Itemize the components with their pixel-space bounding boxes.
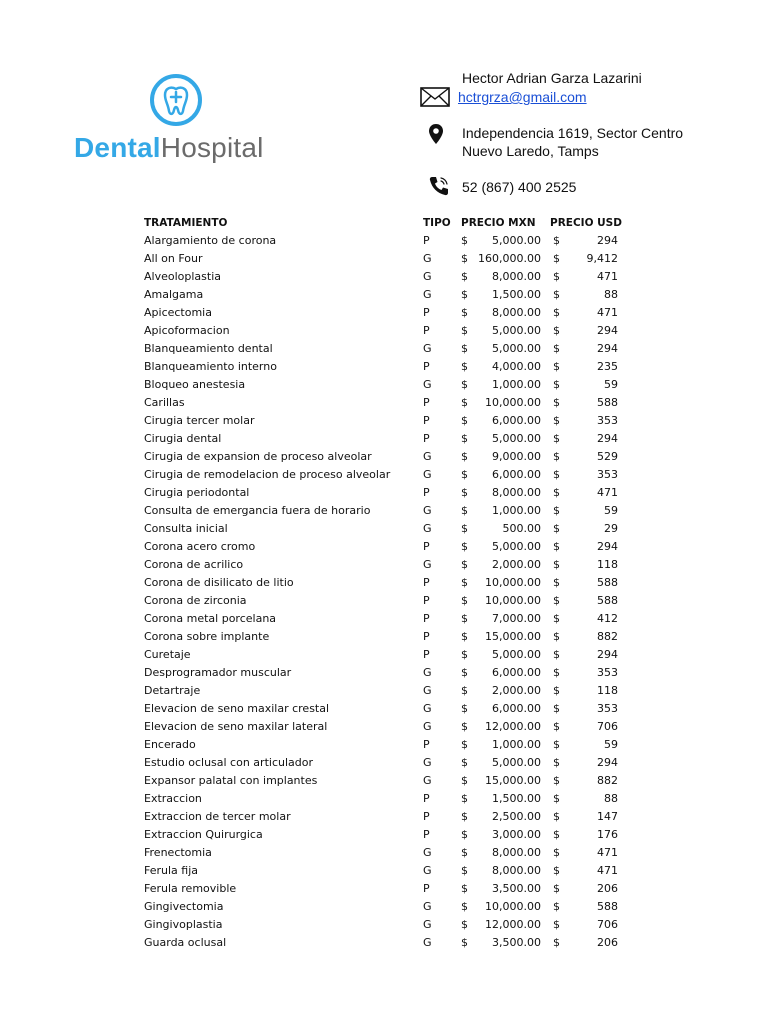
currency-symbol-usd: $ [553, 270, 560, 283]
table-row [0, 934, 768, 952]
treatment-type: P [423, 738, 430, 751]
table-row [0, 502, 768, 520]
currency-symbol-usd: $ [553, 738, 560, 751]
currency-symbol-mxn: $ [461, 342, 468, 355]
currency-symbol-mxn: $ [461, 360, 468, 373]
price-mxn: 15,000.00 [485, 774, 541, 787]
price-mxn: 15,000.00 [485, 630, 541, 643]
treatment-type: G [423, 846, 432, 859]
table-row [0, 574, 768, 592]
currency-symbol-mxn: $ [461, 648, 468, 661]
treatment-type: P [423, 396, 430, 409]
treatment-type: P [423, 828, 430, 841]
treatment-type: G [423, 864, 432, 877]
currency-symbol-usd: $ [553, 594, 560, 607]
price-usd: 9,412 [586, 252, 618, 265]
table-row [0, 520, 768, 538]
treatment-name: Elevacion de seno maxilar crestal [144, 702, 330, 715]
address-line1: Independencia 1619, Sector Centro [462, 125, 684, 141]
price-mxn: 160,000.00 [478, 252, 541, 265]
table-row [0, 664, 768, 682]
price-mxn: 6,000.00 [492, 702, 541, 715]
table-row [0, 790, 768, 808]
price-table [0, 214, 768, 952]
price-mxn: 9,000.00 [492, 450, 541, 463]
price-mxn: 2,000.00 [492, 684, 541, 697]
header-mxn: PRECIO MXN [461, 217, 536, 229]
price-usd: 59 [604, 738, 618, 751]
price-usd: 118 [597, 684, 618, 697]
treatment-name: Alveoloplastia [144, 270, 221, 283]
currency-symbol-usd: $ [553, 612, 560, 625]
table-row [0, 610, 768, 628]
treatment-name: Extraccion de tercer molar [144, 810, 291, 823]
price-usd: 353 [597, 468, 618, 481]
phone-icon [428, 175, 450, 197]
treatment-name: Encerado [144, 738, 196, 751]
currency-symbol-usd: $ [553, 234, 560, 247]
currency-symbol-usd: $ [553, 720, 560, 733]
price-usd: 588 [597, 594, 618, 607]
treatment-name: Extraccion [144, 792, 202, 805]
treatment-name: Bloqueo anestesia [144, 378, 246, 391]
treatment-type: G [423, 720, 432, 733]
price-usd: 706 [597, 918, 618, 931]
price-usd: 118 [597, 558, 618, 571]
treatment-type: G [423, 702, 432, 715]
price-usd: 59 [604, 378, 618, 391]
currency-symbol-mxn: $ [461, 252, 468, 265]
price-mxn: 8,000.00 [492, 486, 541, 499]
header-treatment: TRATAMIENTO [144, 217, 228, 229]
price-mxn: 12,000.00 [485, 720, 541, 733]
price-usd: 176 [597, 828, 618, 841]
currency-symbol-mxn: $ [461, 234, 468, 247]
price-mxn: 1,000.00 [492, 504, 541, 517]
price-usd: 294 [597, 540, 618, 553]
price-usd: 353 [597, 702, 618, 715]
price-mxn: 1,500.00 [492, 288, 541, 301]
price-usd: 529 [597, 450, 618, 463]
treatment-type: G [423, 378, 432, 391]
currency-symbol-usd: $ [553, 342, 560, 355]
treatment-name: Estudio oclusal con articulador [144, 756, 313, 769]
treatment-type: G [423, 666, 432, 679]
envelope-icon [420, 87, 450, 107]
currency-symbol-mxn: $ [461, 756, 468, 769]
price-usd: 471 [597, 486, 618, 499]
treatment-name: Amalgama [144, 288, 204, 301]
price-mxn: 8,000.00 [492, 306, 541, 319]
treatment-type: P [423, 360, 430, 373]
treatment-name: Blanqueamiento interno [144, 360, 277, 373]
price-mxn: 5,000.00 [492, 756, 541, 769]
price-mxn: 2,500.00 [492, 810, 541, 823]
treatment-type: P [423, 486, 430, 499]
treatment-name: Extraccion Quirurgica [144, 828, 263, 841]
currency-symbol-mxn: $ [461, 288, 468, 301]
price-mxn: 3,500.00 [492, 936, 541, 949]
currency-symbol-usd: $ [553, 684, 560, 697]
currency-symbol-usd: $ [553, 306, 560, 319]
table-row [0, 826, 768, 844]
table-row [0, 592, 768, 610]
table-row [0, 286, 768, 304]
treatment-name: Apicoformacion [144, 324, 230, 337]
treatment-type: P [423, 324, 430, 337]
treatment-type: G [423, 450, 432, 463]
price-mxn: 8,000.00 [492, 846, 541, 859]
currency-symbol-usd: $ [553, 828, 560, 841]
treatment-type: P [423, 414, 430, 427]
currency-symbol-mxn: $ [461, 576, 468, 589]
price-usd: 353 [597, 414, 618, 427]
treatment-type: G [423, 936, 432, 949]
table-row [0, 682, 768, 700]
table-row [0, 862, 768, 880]
currency-symbol-usd: $ [553, 666, 560, 679]
price-mxn: 10,000.00 [485, 396, 541, 409]
currency-symbol-mxn: $ [461, 900, 468, 913]
currency-symbol-mxn: $ [461, 684, 468, 697]
table-row [0, 376, 768, 394]
treatment-name: Cirugia tercer molar [144, 414, 255, 427]
currency-symbol-mxn: $ [461, 720, 468, 733]
treatment-type: P [423, 432, 430, 445]
price-usd: 294 [597, 324, 618, 337]
table-row [0, 700, 768, 718]
treatment-type: G [423, 504, 432, 517]
price-mxn: 1,000.00 [492, 378, 541, 391]
treatment-name: Carillas [144, 396, 185, 409]
table-row [0, 646, 768, 664]
table-row [0, 250, 768, 268]
treatment-name: Corona de disilicato de litio [144, 576, 294, 589]
price-mxn: 10,000.00 [485, 900, 541, 913]
brand-part2: Hospital [160, 132, 264, 163]
price-mxn: 5,000.00 [492, 648, 541, 661]
price-usd: 206 [597, 936, 618, 949]
table-row [0, 916, 768, 934]
price-usd: 59 [604, 504, 618, 517]
table-row [0, 754, 768, 772]
price-mxn: 5,000.00 [492, 324, 541, 337]
currency-symbol-mxn: $ [461, 594, 468, 607]
treatment-name: Apicectomia [144, 306, 212, 319]
treatment-type: G [423, 468, 432, 481]
price-mxn: 12,000.00 [485, 918, 541, 931]
treatment-name: Cirugia de remodelacion de proceso alveolar [144, 468, 391, 481]
price-mxn: 8,000.00 [492, 270, 541, 283]
table-row [0, 340, 768, 358]
price-usd: 88 [604, 792, 618, 805]
currency-symbol-usd: $ [553, 468, 560, 481]
table-row [0, 844, 768, 862]
price-mxn: 10,000.00 [485, 594, 541, 607]
price-mxn: 7,000.00 [492, 612, 541, 625]
currency-symbol-mxn: $ [461, 774, 468, 787]
treatment-name: Guarda oclusal [144, 936, 227, 949]
table-row [0, 898, 768, 916]
treatment-type: P [423, 810, 430, 823]
price-usd: 294 [597, 342, 618, 355]
table-row [0, 484, 768, 502]
currency-symbol-mxn: $ [461, 306, 468, 319]
contact-name: Hector Adrian Garza Lazarini [462, 70, 642, 86]
treatment-type: G [423, 774, 432, 787]
price-mxn: 3,000.00 [492, 828, 541, 841]
table-row [0, 430, 768, 448]
treatment-type: G [423, 558, 432, 571]
currency-symbol-mxn: $ [461, 792, 468, 805]
treatment-type: G [423, 288, 432, 301]
currency-symbol-usd: $ [553, 774, 560, 787]
brand-logo-text [74, 130, 264, 166]
table-row [0, 448, 768, 466]
currency-symbol-usd: $ [553, 756, 560, 769]
currency-symbol-usd: $ [553, 504, 560, 517]
currency-symbol-usd: $ [553, 846, 560, 859]
table-header-row [0, 214, 768, 232]
currency-symbol-mxn: $ [461, 630, 468, 643]
currency-symbol-usd: $ [553, 900, 560, 913]
treatment-name: Corona de zirconia [144, 594, 247, 607]
price-usd: 294 [597, 756, 618, 769]
price-usd: 471 [597, 846, 618, 859]
currency-symbol-mxn: $ [461, 414, 468, 427]
tooth-logo-icon [149, 73, 203, 127]
table-row [0, 412, 768, 430]
treatment-name: Elevacion de seno maxilar lateral [144, 720, 328, 733]
currency-symbol-usd: $ [553, 360, 560, 373]
price-usd: 294 [597, 234, 618, 247]
currency-symbol-mxn: $ [461, 540, 468, 553]
currency-symbol-mxn: $ [461, 666, 468, 679]
currency-symbol-usd: $ [553, 486, 560, 499]
treatment-type: P [423, 612, 430, 625]
table-row [0, 268, 768, 286]
price-usd: 471 [597, 306, 618, 319]
table-row [0, 538, 768, 556]
treatment-name: Frenectomia [144, 846, 212, 859]
treatment-type: G [423, 522, 432, 535]
currency-symbol-usd: $ [553, 882, 560, 895]
table-row [0, 628, 768, 646]
price-usd: 588 [597, 396, 618, 409]
currency-symbol-usd: $ [553, 576, 560, 589]
currency-symbol-mxn: $ [461, 324, 468, 337]
price-usd: 147 [597, 810, 618, 823]
price-usd: 471 [597, 270, 618, 283]
treatment-type: P [423, 792, 430, 805]
price-usd: 294 [597, 432, 618, 445]
currency-symbol-mxn: $ [461, 882, 468, 895]
table-row [0, 772, 768, 790]
currency-symbol-usd: $ [553, 252, 560, 265]
price-usd: 588 [597, 900, 618, 913]
treatment-type: G [423, 684, 432, 697]
currency-symbol-mxn: $ [461, 828, 468, 841]
treatment-type: G [423, 342, 432, 355]
price-usd: 294 [597, 648, 618, 661]
currency-symbol-mxn: $ [461, 936, 468, 949]
table-row [0, 232, 768, 250]
table-row [0, 736, 768, 754]
currency-symbol-mxn: $ [461, 558, 468, 571]
treatment-name: Cirugia de expansion de proceso alveolar [144, 450, 372, 463]
treatment-name: Blanqueamiento dental [144, 342, 273, 355]
treatment-name: Gingivoplastia [144, 918, 223, 931]
price-mxn: 3,500.00 [492, 882, 541, 895]
price-mxn: 1,000.00 [492, 738, 541, 751]
currency-symbol-usd: $ [553, 648, 560, 661]
table-body [0, 232, 768, 952]
price-usd: 588 [597, 576, 618, 589]
price-mxn: 6,000.00 [492, 414, 541, 427]
brand-part1: Dental [74, 132, 161, 163]
treatment-name: Cirugia periodontal [144, 486, 250, 499]
treatment-type: P [423, 306, 430, 319]
currency-symbol-mxn: $ [461, 378, 468, 391]
treatment-name: All on Four [144, 252, 203, 265]
price-usd: 29 [604, 522, 618, 535]
treatment-type: P [423, 234, 430, 247]
price-usd: 206 [597, 882, 618, 895]
price-usd: 235 [597, 360, 618, 373]
price-usd: 353 [597, 666, 618, 679]
currency-symbol-mxn: $ [461, 486, 468, 499]
currency-symbol-mxn: $ [461, 846, 468, 859]
treatment-type: P [423, 576, 430, 589]
price-usd: 882 [597, 630, 618, 643]
currency-symbol-mxn: $ [461, 396, 468, 409]
treatment-name: Corona acero cromo [144, 540, 256, 553]
table-row [0, 466, 768, 484]
treatment-type: G [423, 756, 432, 769]
treatment-name: Ferula fija [144, 864, 199, 877]
treatment-name: Curetaje [144, 648, 191, 661]
currency-symbol-mxn: $ [461, 450, 468, 463]
currency-symbol-mxn: $ [461, 270, 468, 283]
currency-symbol-mxn: $ [461, 702, 468, 715]
price-mxn: 2,000.00 [492, 558, 541, 571]
treatment-type: G [423, 900, 432, 913]
price-mxn: 5,000.00 [492, 540, 541, 553]
currency-symbol-mxn: $ [461, 612, 468, 625]
treatment-type: P [423, 594, 430, 607]
treatment-name: Corona de acrilico [144, 558, 244, 571]
price-mxn: 5,000.00 [492, 432, 541, 445]
currency-symbol-usd: $ [553, 432, 560, 445]
currency-symbol-mxn: $ [461, 918, 468, 931]
table-row [0, 880, 768, 898]
table-row [0, 358, 768, 376]
price-usd: 412 [597, 612, 618, 625]
header-usd: PRECIO USD [550, 217, 622, 229]
treatment-type: P [423, 540, 430, 553]
currency-symbol-usd: $ [553, 630, 560, 643]
table-row [0, 718, 768, 736]
currency-symbol-mxn: $ [461, 432, 468, 445]
email-link[interactable]: hctrgrza@gmail.com [458, 89, 587, 105]
treatment-name: Desprogramador muscular [144, 666, 292, 679]
currency-symbol-usd: $ [553, 288, 560, 301]
price-mxn: 500.00 [502, 522, 541, 535]
treatment-name: Detartraje [144, 684, 201, 697]
treatment-name: Consulta inicial [144, 522, 228, 535]
treatment-name: Cirugia dental [144, 432, 222, 445]
table-row [0, 394, 768, 412]
currency-symbol-usd: $ [553, 450, 560, 463]
treatment-type: G [423, 918, 432, 931]
price-mxn: 10,000.00 [485, 576, 541, 589]
currency-symbol-usd: $ [553, 522, 560, 535]
currency-symbol-usd: $ [553, 702, 560, 715]
treatment-name: Expansor palatal con implantes [144, 774, 318, 787]
table-row [0, 556, 768, 574]
treatment-name: Corona metal porcelana [144, 612, 277, 625]
table-row [0, 808, 768, 826]
currency-symbol-usd: $ [553, 558, 560, 571]
currency-symbol-mxn: $ [461, 504, 468, 517]
currency-symbol-usd: $ [553, 918, 560, 931]
currency-symbol-mxn: $ [461, 810, 468, 823]
treatment-name: Alargamiento de corona [144, 234, 277, 247]
currency-symbol-mxn: $ [461, 522, 468, 535]
treatment-type: P [423, 882, 430, 895]
header-type: TIPO [423, 217, 451, 229]
currency-symbol-usd: $ [553, 378, 560, 391]
currency-symbol-mxn: $ [461, 864, 468, 877]
currency-symbol-mxn: $ [461, 738, 468, 751]
treatment-name: Consulta de emergancia fuera de horario [144, 504, 371, 517]
currency-symbol-usd: $ [553, 540, 560, 553]
treatment-type: G [423, 270, 432, 283]
phone-number: 52 (867) 400 2525 [462, 179, 577, 195]
currency-symbol-usd: $ [553, 792, 560, 805]
currency-symbol-usd: $ [553, 396, 560, 409]
treatment-name: Corona sobre implante [144, 630, 270, 643]
price-mxn: 5,000.00 [492, 342, 541, 355]
price-usd: 471 [597, 864, 618, 877]
map-pin-icon [428, 123, 444, 145]
price-mxn: 5,000.00 [492, 234, 541, 247]
currency-symbol-usd: $ [553, 324, 560, 337]
price-usd: 706 [597, 720, 618, 733]
currency-symbol-usd: $ [553, 936, 560, 949]
treatment-name: Ferula removible [144, 882, 237, 895]
price-usd: 882 [597, 774, 618, 787]
treatment-type: G [423, 252, 432, 265]
price-mxn: 6,000.00 [492, 666, 541, 679]
treatment-type: P [423, 630, 430, 643]
currency-symbol-usd: $ [553, 414, 560, 427]
currency-symbol-mxn: $ [461, 468, 468, 481]
treatment-name: Gingivectomia [144, 900, 224, 913]
price-mxn: 8,000.00 [492, 864, 541, 877]
table-row [0, 322, 768, 340]
currency-symbol-usd: $ [553, 810, 560, 823]
address-line2: Nuevo Laredo, Tamps [462, 143, 599, 159]
price-mxn: 1,500.00 [492, 792, 541, 805]
price-usd: 88 [604, 288, 618, 301]
table-row [0, 304, 768, 322]
price-mxn: 6,000.00 [492, 468, 541, 481]
price-mxn: 4,000.00 [492, 360, 541, 373]
currency-symbol-usd: $ [553, 864, 560, 877]
treatment-type: P [423, 648, 430, 661]
